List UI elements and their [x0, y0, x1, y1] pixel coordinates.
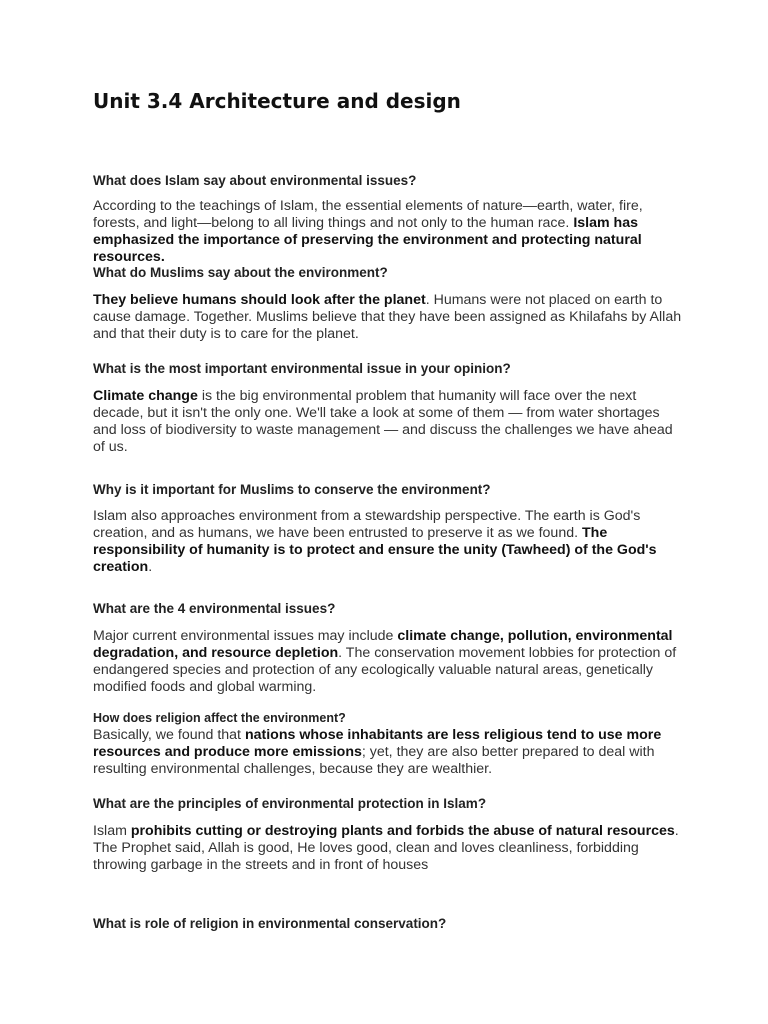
answer-1-bold: Islam has emphasized the importance of preserving the environment and protecting natural resources. — [93, 215, 642, 265]
answer-3 — [93, 388, 683, 456]
answer-6-text: Basically, we found that — [93, 727, 245, 743]
answer-7-text: Islam — [93, 823, 131, 839]
document-title: Unit 3.4 Architecture and design — [93, 89, 461, 113]
answer-4-bold: The responsibility of humanity is to protect and ensure the unity (Tawheed) of the God's creation — [93, 525, 657, 575]
answer-6-end: ; yet, they are also better prepared to deal with resulting environmental challenges, because they are wealthier. — [93, 744, 655, 777]
answer-1-text: According to the teachings of Islam, the essential elements of nature—earth, water, fire, forests, and light—belong to all living things and not only to the human race. — [93, 198, 643, 231]
question-2: What do Muslims say about the environment? — [93, 265, 388, 280]
question-6: How does religion affect the environment? — [93, 711, 346, 725]
answer-5 — [93, 628, 683, 696]
question-3: What is the most important environmental issue in your opinion? — [93, 361, 511, 376]
answer-5-text: Major current environmental issues may include — [93, 628, 398, 644]
answer-2-bold: They believe humans should look after the planet — [93, 292, 426, 308]
answer-4-text: Islam also approaches environment from a stewardship perspective. The earth is God's creation, and as humans, we have been entrusted to preserve it as we found. — [93, 508, 641, 541]
answer-6-bold: nations whose inhabitants are less religious tend to use more resources and produce more emissions — [93, 727, 662, 760]
answer-4-end: . — [148, 559, 153, 575]
question-7: What are the principles of environmental protection in Islam? — [93, 796, 487, 811]
question-4: Why is it important for Muslims to conserve the environment? — [93, 482, 491, 497]
answer-5-bold: climate change, pollution, environmental degradation, and resource depletion — [93, 628, 673, 661]
answer-5-end: . The conservation movement lobbies for protection of endangered species and protection of any ecologically valuable natural areas, genetically modified foods and global warming. — [93, 645, 677, 695]
answer-7-bold: prohibits cutting or destroying plants and forbids the abuse of natural resources — [130, 823, 675, 839]
answer-2 — [93, 292, 683, 343]
answer-6 — [93, 727, 683, 778]
answer-1 — [93, 198, 683, 266]
answer-4 — [93, 508, 683, 576]
answer-7 — [93, 823, 683, 874]
answer-3-bold: Climate change — [93, 388, 198, 404]
answer-7-end: . The Prophet said, Allah is good, He loves good, clean and loves cleanliness, forbidding throwing garbage in the streets and in front of houses — [93, 823, 679, 873]
question-1: What does Islam say about environmental issues? — [93, 173, 417, 188]
answer-2-text: . Humans were not placed on earth to cause damage. Together. Muslims believe that they have been assigned as Khilafahs by Allah and that their duty is to care for the planet. — [93, 292, 682, 342]
question-5: What are the 4 environmental issues? — [93, 601, 336, 616]
question-8: What is role of religion in environmental conservation? — [93, 916, 447, 931]
answer-3-text: is the big environmental problem that humanity will face over the next decade, but it isn't the only one. We'll take a look at some of them — from water shortages and loss of biodiversity to waste management — and discuss the challenges we have ahead of us. — [93, 388, 673, 455]
